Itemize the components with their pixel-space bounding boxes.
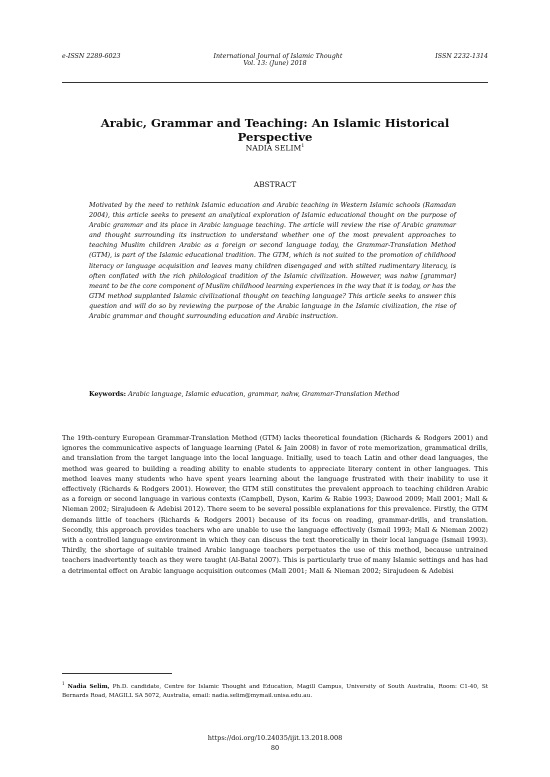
article-title: Arabic, Grammar and Teaching: An Islamic Historical Perspective <box>100 116 450 144</box>
header-eissn: e-ISSN 2289-6023 <box>62 53 121 60</box>
page-footer <box>62 733 488 753</box>
footnote-text: Ph.D. candidate, Centre for Islamic Thought and Education, Magill Campus, University of South Australia, Room: C1-40, St Bernards Road, MAGILL SA 5072, Australia, email: nadia.selim@mymail.unisa.edu.au. <box>62 683 488 699</box>
body-paragraph: The 19th-century European Grammar-Translation Method (GTM) lacks theoretical foundation (Richards & Rodgers 2001) and ignores the communicative aspects of language learning (Patel & Jain 2008) in favor of rote memorization, grammatical drills, and translation from the target language into the local language. Initially, used to teach Latin and other dead languages, the method was geared to building a reading ability to enable students to appreciate literary content in other languages. This method leaves many students who have spent years learning about the language frustrated with their inability to use it effectively (Richards & Rodgers 2001). However, the GTM still constitutes the prevalent approach to teaching children Arabic as a foreign or second language in various contexts (Campbell, Dyson, Karim & Rabie 1993; Dawood 2009; Mall 2001; Mall & Nieman 2002; Sirajudeen & Adebisi 2012). There seem to be several possible explanations for this prevalence. Firstly, the GTM demands little of teachers (Richards & Rodgers 2001) because of its focus on reading, grammar-drills, and translation. Secondly, this approach provides teachers who are unable to use the language effectively (Ismail 1993; Mall & Nieman 2002) with a controlled language environment in which they can discuss the text theoretically in their local language (Ismail 1993). Thirdly, the shortage of suitable trained Arabic language teachers perpetuates the use of this method, because untrained teachers inadvertently teach as they were taught (Al-Batal 2007). This is particularly true of many Islamic settings and has had a detrimental effect on Arabic language acquisition outcomes (Mall 2001; Mall & Nieman 2002; Sirajudeen & Adebisi <box>62 434 488 575</box>
page-number: 80 <box>270 744 280 752</box>
footnote <box>62 680 488 700</box>
footnote-mark: 1 <box>62 681 65 686</box>
author-name: NADIA SELIM <box>245 143 302 153</box>
keywords <box>89 389 456 399</box>
keywords-label: Keywords: <box>89 390 127 398</box>
doi-link[interactable]: https://doi.org/10.24035/ijit.13.2018.008 <box>207 734 343 742</box>
header-issn: ISSN 2232-1314 <box>435 53 488 60</box>
footnote-divider <box>62 673 172 674</box>
running-header <box>62 53 488 67</box>
author-line <box>62 143 488 153</box>
header-volume: Vol. 13: (June) 2018 <box>243 60 307 67</box>
abstract-text: Motivated by the need to rethink Islamic education and Arabic teaching in Western Islamic schools (Ramadan 2004), this article seeks to present an analytical exploration of Islamic educational thought on the purpose of Arabic grammar and its place in Arabic language teaching. The article will review the rise of Arabic grammar and thought surrounding its instruction to understand whether one of the most prevalent approaches to teaching Muslim children Arabic as a foreign or second language today, the Grammar-Translation Method (GTM), is part of the Islamic educational tradition. The GTM, which is not suited to the promotion of childhood literacy or language acquisition and leaves many children disengaged and with stilted rudimentary literacy, is often conflated with the rich philological tradition of the Islamic civilization. However, was nahw [grammar] meant to be the core component of Muslim childhood learning experiences in the way that it is today, or has the GTM method supplanted Islamic civilizational thought on teaching language? This article seeks to answer this question and will do so by reviewing the purpose of the Arabic language in the Islamic civilization, the rise of Arabic grammar and thought surrounding education and Arabic instruction. <box>89 201 456 321</box>
keywords-list: Arabic language, Islamic education, grammar, nahw, Grammar-Translation Method <box>128 390 400 398</box>
header-divider <box>62 82 488 83</box>
abstract-heading: ABSTRACT <box>253 180 297 189</box>
author-footnote-mark[interactable]: 1 <box>301 143 305 149</box>
footnote-author-name: Nadia Selim, <box>67 683 110 690</box>
header-journal-name: International Journal of Islamic Thought <box>213 53 343 60</box>
